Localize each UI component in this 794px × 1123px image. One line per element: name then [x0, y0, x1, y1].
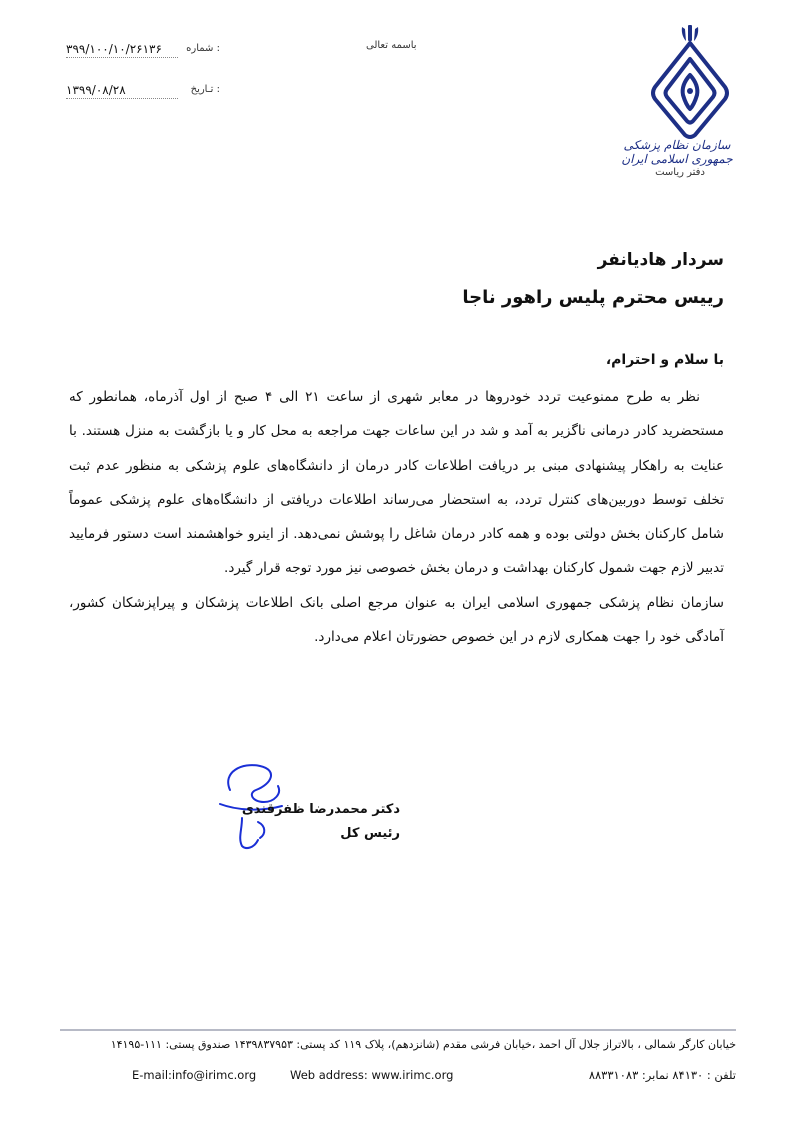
signer-name: دکتر محمدرضا ظفرقندی	[241, 802, 400, 817]
dotted-line	[66, 57, 178, 58]
recipient-title: رییس محترم پلیس راهور ناجا	[462, 287, 724, 308]
recipient-name: سردار هادیانفر	[597, 250, 724, 270]
office-label: دفتر ریاست	[655, 167, 705, 178]
signature-block	[240, 798, 400, 846]
dotted-line	[66, 98, 178, 99]
body-paragraph: نظر به طرح ممنوعیت تردد خودروها در معابر شهری از ساعت ۲۱ الی ۴ صبح از اول آذرماه، همانطور که مستحضرید کادر درمانی ناگزیر به آمد و شد در این ساعات جهت مراجعه به محل کار و یا بازگشت به منزل هستند. با عنایت به راهکار پیشنهادی مبنی بر دریافت اطلاعات کادر درمان از دانشگاه‌های علوم پزشکی به منظور عدم ثبت تخلف توسط دوربین‌های کنترل تردد، به استحضار می‌رساند اطلاعات دریافتی از دانشگاه‌های علوم پزشکی عموماً شامل کارکنان بخش دولتی بوده و همه کادر درمان شاغل را پوشش نمی‌دهد. از اینرو خواهشمند است دستور فرمایید تدبیر لازم جهت شمول کارکنان بهداشت و درمان بخش خصوصی نیز مورد توجه قرار گیرد.	[69, 389, 724, 577]
letter-number-label: شماره :	[186, 43, 220, 54]
footer-email: E-mail:info@irimc.org	[132, 1068, 257, 1082]
footer-address: خیابان کارگر شمالی ، بالاتراز جلال آل احمد ،خیابان فرشی مقدم (شانزدهم)، پلاک ۱۱۹ کد پستی: ۱۴۳۹۸۳۷۹۵۳ صندوق پستی: ۱۱۱-۱۴۱۹۵	[110, 1038, 736, 1051]
letter-body	[69, 380, 724, 654]
footer-web-address: Web address: www.irimc.org	[290, 1068, 454, 1082]
footer-phone: تلفن : ۸۴۱۳۰ نمابر: ۸۸۳۳۱۰۸۳	[588, 1068, 736, 1082]
medical-council-emblem-icon	[645, 25, 735, 140]
signer-title: رئیس کل	[340, 826, 400, 841]
letter-date-value: ۱۳۹۹/۰۸/۲۸	[66, 83, 126, 97]
footer-contact-row	[60, 1068, 736, 1086]
letter-date-label: تـاریخ :	[190, 84, 220, 95]
body-paragraph: سازمان نظام پزشکی جمهوری اسلامی ایران به عنوان مرجع اصلی بانک اطلاعات پزشکان و پیراپزشکان کشور، آمادگی خود را جهت همکاری لازم در این خصوص حضورتان اعلام می‌دارد.	[69, 594, 724, 646]
footer-divider	[60, 1029, 736, 1031]
letter-number-value: ۳۹۹/۱۰۰/۱۰/۲۶۱۳۶	[66, 42, 162, 56]
letter-date-row	[60, 84, 220, 102]
invocation-text: باسمه تعالی	[366, 40, 417, 51]
letter-number-row	[60, 43, 220, 61]
greeting: با سلام و احترام،	[605, 352, 724, 368]
organization-name: سازمان نظام پزشکی جمهوری اسلامی ایران	[621, 138, 733, 166]
